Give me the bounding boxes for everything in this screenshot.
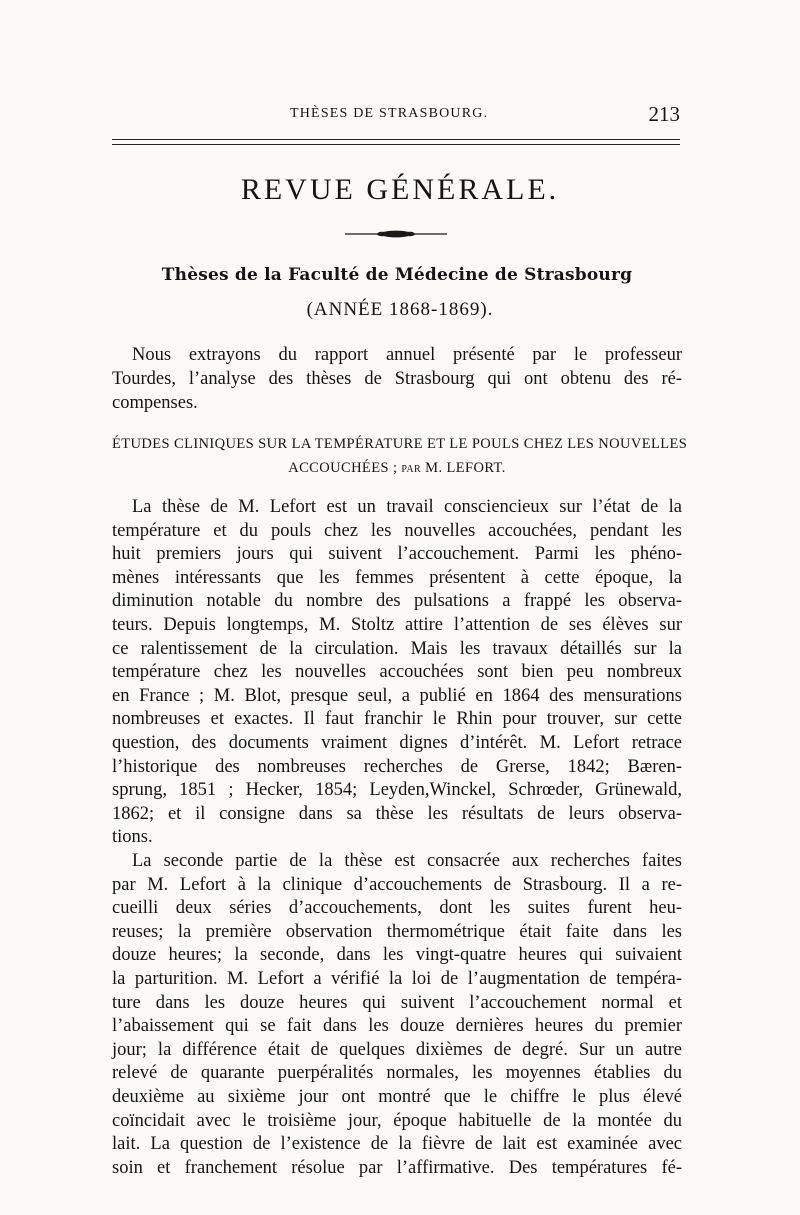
text-line: Tourdes, l’analyse des thèses de Strasbourg qui ont obtenu des ré- <box>112 369 682 389</box>
body-text-line: l’abaissement qui se fait dans les douze dernières heures du premier <box>112 1016 682 1036</box>
body-text-line: 1862; et il consigne dans sa thèse les résultats de leurs observa- <box>112 804 682 824</box>
body-text-line: deuxième au sixième jour ont montré que le chiffre le plus élevé <box>112 1087 682 1107</box>
body-text-line: question, des documents vraiment dignes d’intérêt. M. Lefort retrace <box>112 733 682 753</box>
body-text-line: La seconde partie de la thèse est consacrée aux recherches faites <box>132 851 682 871</box>
header-double-rule <box>112 139 680 145</box>
body-text-line: tions. <box>112 827 153 847</box>
body-text-line: l’historique des nombreuses recherches de Grerse, 1842; Bæren- <box>112 757 682 777</box>
body-text-line: mènes intéressants que les femmes présentent à cette époque, la <box>112 568 682 588</box>
body-text-line: sprung, 1851 ; Hecker, 1854; Leyden,Winckel, Schrœder, Grünewald, <box>112 780 682 800</box>
body-text-line: ture dans les douze heures qui suivent l’accouchement normal et <box>112 993 682 1013</box>
running-head <box>112 102 680 128</box>
body-text-line: cueilli deux séries d’accouchements, dont les suites furent heu- <box>112 898 682 918</box>
article-heading: Thèses de la Faculté de Médecine de Strasbourg <box>161 265 633 285</box>
body-text-line: relevé de quarante puerpéralités normales, les moyennes établies du <box>112 1063 682 1083</box>
text-line: Nous extrayons du rapport annuel présenté par le professeur <box>132 345 682 365</box>
study-title-line: ÉTUDES CLINIQUES SUR LA TEMPÉRATURE ET LE POULS CHEZ LES NOUVELLES <box>112 436 688 452</box>
section-title: REVUE GÉNÉRALE. <box>240 173 560 206</box>
body-text-line: coïncidait avec le troisième jour, époque habituelle de la montée du <box>112 1111 682 1131</box>
body-text-line: jour; la différence était de quelques dixièmes de degré. Sur un autre <box>112 1040 682 1060</box>
body-text-line: teurs. Depuis longtemps, M. Stoltz attire l’attention de ses élèves sur <box>112 615 682 635</box>
body-text-line: huit premiers jours qui suivent l’accouchement. Parmi les phéno- <box>112 544 682 564</box>
body-text-line: la parturition. M. Lefort a vérifié la loi de l’augmentation de tempéra- <box>112 969 682 989</box>
running-title: THÈSES DE STRASBOURG. <box>290 106 489 121</box>
article-subheading: (ANNÉE 1868-1869). <box>306 299 494 320</box>
body-text-line: ce ralentissement de la circulation. Mais les travaux détaillés sur la <box>112 639 682 659</box>
body-text-line: température et du pouls chez les nouvelles accouchées, pendant les <box>112 521 682 541</box>
page-number: 213 <box>648 102 680 126</box>
body-text-line: nombreuses et exactes. Il faut franchir le Rhin pour trouver, sur cette <box>112 709 682 729</box>
body-text-line: par M. Lefort à la clinique d’accouchements de Strasbourg. Il a re- <box>112 875 682 895</box>
body-text-line: température chez les nouvelles accouchées sont bien peu nombreux <box>112 662 682 682</box>
body-text-line: diminution notable du nombre des pulsations a frappé les observa- <box>112 591 682 611</box>
study-title-author: ACCOUCHÉES ; par M. LEFORT. <box>288 460 506 476</box>
body-text-line: La thèse de M. Lefort est un travail consciencieux sur l’état de la <box>132 497 682 517</box>
body-text-line: douze heures; la seconde, dans les vingt-quatre heures qui suivaient <box>112 945 682 965</box>
body-text-line: en France ; M. Blot, presque seul, a publié en 1864 des mensurations <box>112 686 682 706</box>
text-line: compenses. <box>112 393 198 413</box>
body-text-line: soin et franchement résolue par l’affirmative. Des températures fé- <box>112 1158 682 1178</box>
ornament-divider <box>345 229 447 239</box>
body-text-line: lait. La question de l’existence de la fièvre de lait est examinée avec <box>112 1134 682 1154</box>
body-text-line: reuses; la première observation thermométrique était faite dans les <box>112 922 682 942</box>
